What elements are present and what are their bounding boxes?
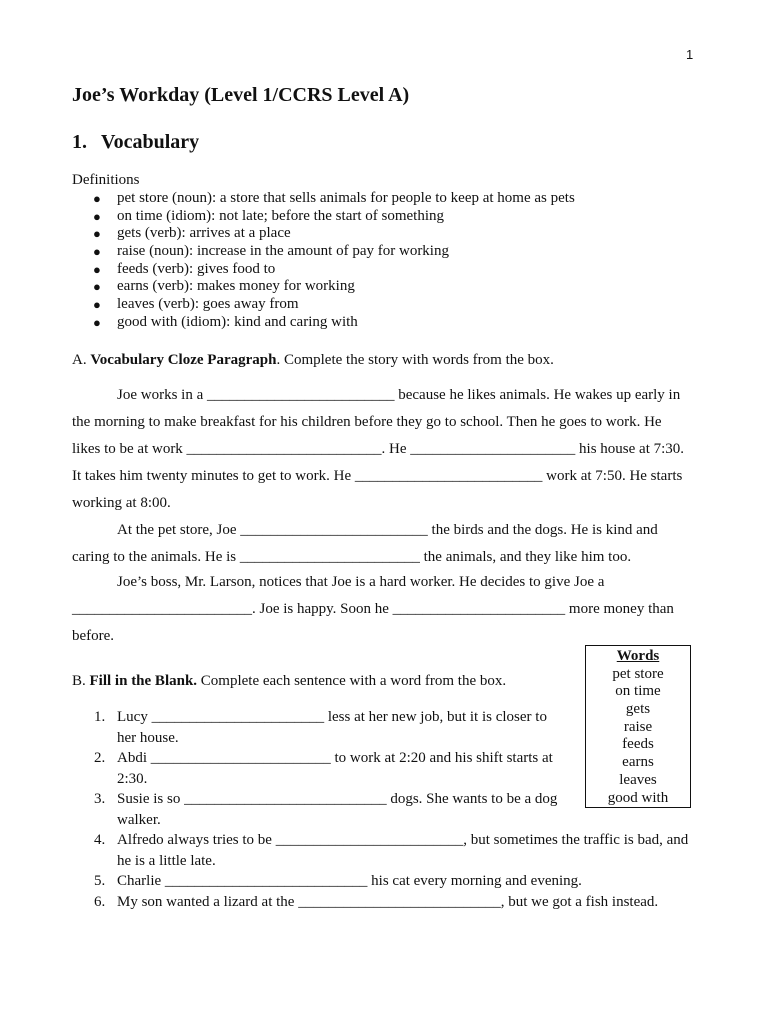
word-bank-item: raise [623, 718, 653, 735]
cloze-line: the morning to make breakfast for his children before they go to school. Then he goes to work. He [72, 414, 662, 430]
word-bank-item: pet store [612, 665, 664, 682]
cloze-line: Joe works in a _________________________ because he likes animals. He wakes up early in [117, 387, 681, 403]
list-item: 6. My son wanted a lizard at the ___________________________, but we got a fish instead. [94, 893, 659, 910]
bullet-icon: ● [93, 226, 101, 242]
word-bank-item: feeds [622, 736, 654, 753]
cloze-line: At the pet store, Joe _________________________ the birds and the dogs. He is kind and [117, 522, 658, 538]
word-bank-item: earns [622, 754, 654, 771]
cloze-line: ________________________. Joe is happy. Soon he _______________________ more money than [72, 601, 674, 617]
cloze-line: likes to be at work __________________________. He ______________________ his house at 7:30. [72, 441, 685, 457]
section-number: 1. [72, 131, 87, 153]
list-item: ● good with (idiom): kind and caring with [93, 313, 358, 330]
part-b-heading: B. Fill in the Blank. Complete each sentence with a word from the box. [72, 673, 507, 689]
definitions-label: Definitions [72, 172, 140, 188]
word-bank-item: gets [625, 701, 651, 718]
page-number: 1 [686, 47, 694, 62]
cloze-line: It takes him twenty minutes to get to work. He _________________________ work at 7:50. He starts [72, 468, 683, 484]
bullet-icon: ● [93, 191, 101, 206]
list-item: ● raise (noun): increase in the amount of pay for working [93, 243, 449, 260]
page-title: Joe’s Workday (Level 1/CCRS Level A) [72, 84, 410, 106]
bullet-icon: ● [93, 297, 101, 313]
word-bank-item: leaves [619, 771, 657, 788]
list-item: ● earns (verb): makes money for working [93, 278, 355, 295]
list-item: ● pet store (noun): a store that sells animals for people to keep at home as pets [93, 190, 575, 206]
bullet-icon: ● [93, 244, 101, 260]
section-title: Vocabulary [101, 131, 200, 153]
list-item: ● on time (idiom): not late; before the start of something [93, 207, 445, 224]
bullet-icon: ● [93, 261, 101, 277]
list-item: 3. Susie is so ___________________________ dogs. She wants to be a dog walker. [94, 791, 558, 828]
fill-in-list [72, 707, 688, 912]
section-heading-vocabulary [72, 131, 199, 154]
list-item: 5. Charlie ___________________________ his cat every morning and evening. [94, 873, 582, 889]
bullet-icon: ● [93, 208, 101, 224]
list-item: 2. Abdi ________________________ to work at 2:20 and his shift starts at 2:30. [94, 750, 553, 787]
list-item: 4. Alfredo always tries to be _________________________, but sometimes the traffic is bad, and he is a little late. [94, 832, 689, 869]
word-bank-item: good with [607, 789, 669, 806]
list-item: ● gets (verb): arrives at a place [93, 225, 291, 242]
list-item: 1. Lucy _______________________ less at her new job, but it is closer to her house. [94, 709, 547, 746]
word-bank-item: on time [615, 683, 661, 700]
bullet-icon: ● [93, 314, 101, 330]
list-item: ● leaves (verb): goes away from [93, 296, 299, 313]
cloze-line: before. [72, 628, 115, 644]
cloze-line: Joe’s boss, Mr. Larson, notices that Joe is a hard worker. He decides to give Joe a [117, 574, 605, 590]
part-a-heading: A. Vocabulary Cloze Paragraph. Complete the story with words from the box. [72, 352, 554, 368]
definitions-list [72, 190, 575, 332]
cloze-line: caring to the animals. He is ________________________ the animals, and they like him too. [72, 549, 632, 565]
list-item: ● feeds (verb): gives food to [93, 260, 276, 277]
bullet-icon: ● [93, 279, 101, 295]
cloze-line: working at 8:00. [72, 495, 171, 511]
word-bank-heading: Words [616, 648, 660, 664]
